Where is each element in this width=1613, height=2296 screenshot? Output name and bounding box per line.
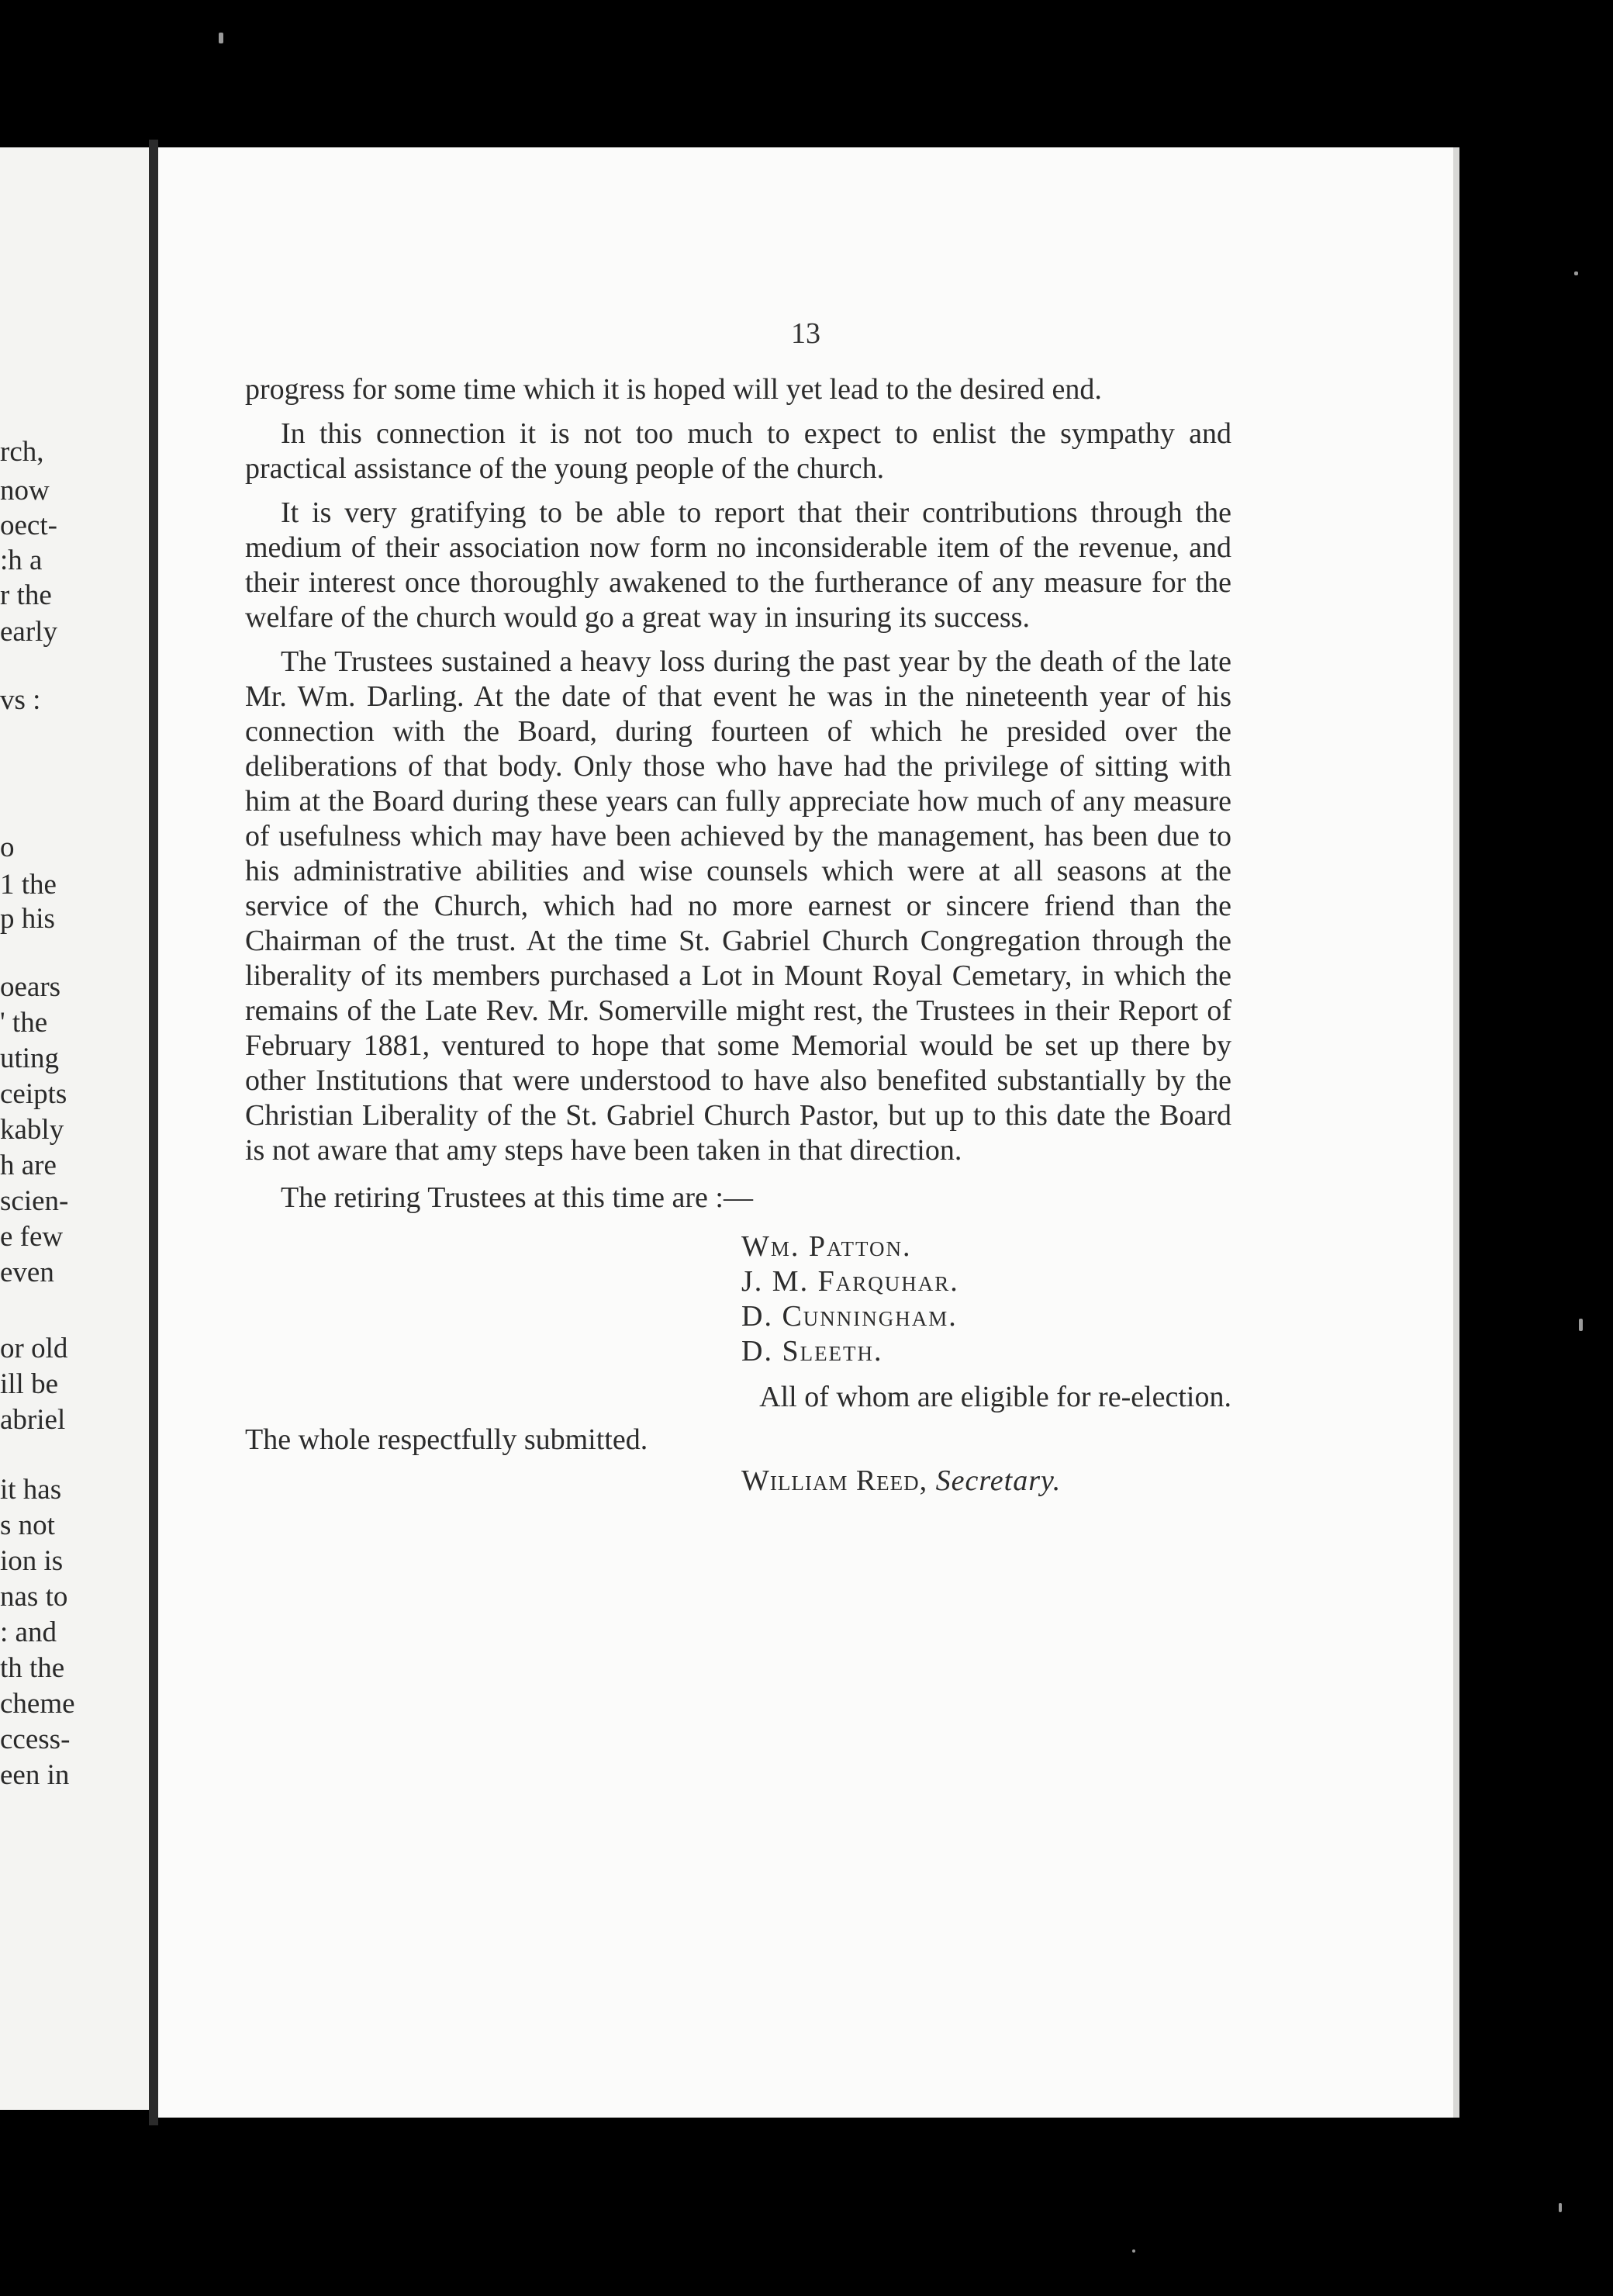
left-page-fragment: now (0, 475, 50, 507)
dust-speck (1132, 2249, 1135, 2253)
left-page-fragment: or old (0, 1333, 68, 1364)
dust-speck (1579, 1319, 1583, 1331)
trustee-name: J. M. Farquhar. (741, 1265, 959, 1298)
left-page-fragment: kably (0, 1114, 64, 1146)
left-page-fragment: :h a (0, 545, 43, 576)
left-page-fragment: rch, (0, 436, 44, 468)
left-page-fragment: ' the (0, 1007, 48, 1039)
closing-line: The whole respectfully submitted. (245, 1423, 648, 1456)
signature-role: Secretary. (935, 1464, 1062, 1497)
left-page-fragment: it has (0, 1474, 62, 1506)
left-page-fragment: early (0, 616, 57, 648)
left-page-fragment: th the (0, 1652, 65, 1684)
previous-page-strip (0, 147, 149, 2110)
left-page-fragment: even (0, 1257, 54, 1288)
trustee-name: Wm. Patton. (741, 1230, 912, 1263)
signature (741, 1464, 1231, 1499)
dust-speck (1559, 2203, 1562, 2212)
page-gutter (149, 140, 158, 2125)
trustee-name: D. Sleeth. (741, 1335, 883, 1368)
left-page-fragment: oect- (0, 510, 57, 541)
left-page-fragment: cheme (0, 1688, 75, 1720)
left-page-fragment: ill be (0, 1368, 59, 1400)
left-page-fragment: ceipts (0, 1078, 67, 1110)
body-text (245, 372, 1231, 1499)
paragraph-young-people: In this connection it is not too much to expect to enlist the sympathy and practical assistance of the young people of the church. (245, 417, 1231, 485)
left-page-fragment: oears (0, 971, 61, 1003)
dust-speck (219, 33, 223, 43)
paragraph-contributions: It is very gratifying to be able to report that their contributions through the medium of their association now form no inconsiderable item of the revenue, and their interest once thoroughly awakened to the furtherance of any measure for the welfare of the church would go a great way in insuring its success. (245, 496, 1231, 634)
left-page-fragment: o (0, 832, 15, 863)
paragraph-continuation: progress for some time which it is hoped will yet lead to the desired end. (245, 373, 1102, 406)
paragraph-darling-memorial: The Trustees sustained a heavy loss during the past year by the death of the late Mr. Wm. Darling. At the date of that event he was in the nineteenth year of his connection with the Board, during fourteen of which he presided over the deliberations of that body. Only those who have had the privilege of sitting with him at the Board during these years can fully appreciate how much of any measure of usefulness which may have been achieved by the management, has been due to his administrative abilities and wise counsels which were at all seasons at the service of the Church, which had no more earnest or sincere friend than the Chairman of the trust. At the time St. Gabriel Church Congregation through the liberality of its members purchased a Lot in Mount Royal Cemetary, in which the remains of the Late Rev. Mr. Somerville might rest, the Trustees in their Report of February 1881, ventured to hope that some Memorial would be set up there by other Institutions that were understood to have also benefited substantially by the Christian Liberality of the St. Gabriel Church Pastor, but up to this date the Board is not aware that amy steps have been taken in that direction. (245, 645, 1231, 1167)
document-page (158, 147, 1453, 2118)
left-page-fragment: s not (0, 1509, 55, 1541)
left-page-fragment: e few (0, 1221, 64, 1253)
left-page-fragment: abriel (0, 1404, 66, 1436)
trustee-list (741, 1229, 1231, 1369)
left-page-fragment: ion is (0, 1545, 64, 1577)
left-page-fragment: scien- (0, 1185, 69, 1217)
left-page-fragment: nas to (0, 1581, 68, 1613)
left-page-fragment: vs : (0, 684, 41, 716)
left-page-fragment: een in (0, 1759, 70, 1791)
left-page-fragment: p his (0, 903, 55, 935)
eligibility-note: All of whom are eligible for re-election. (759, 1381, 1231, 1413)
left-page-fragment: ccess- (0, 1724, 71, 1755)
trustees-intro: The retiring Trustees at this time are :— (281, 1181, 753, 1214)
page-edge (1453, 147, 1459, 2118)
left-page-fragment: : and (0, 1617, 57, 1648)
trustee-name: D. Cunningham. (741, 1300, 958, 1333)
left-page-fragment: 1 the (0, 869, 57, 901)
left-page-fragment: uting (0, 1043, 60, 1074)
page-number: 13 (791, 317, 820, 350)
left-page-fragment: h are (0, 1150, 57, 1181)
left-page-fragment: r the (0, 579, 52, 611)
dust-speck (1574, 271, 1578, 275)
signature-name: William Reed, (741, 1464, 928, 1497)
